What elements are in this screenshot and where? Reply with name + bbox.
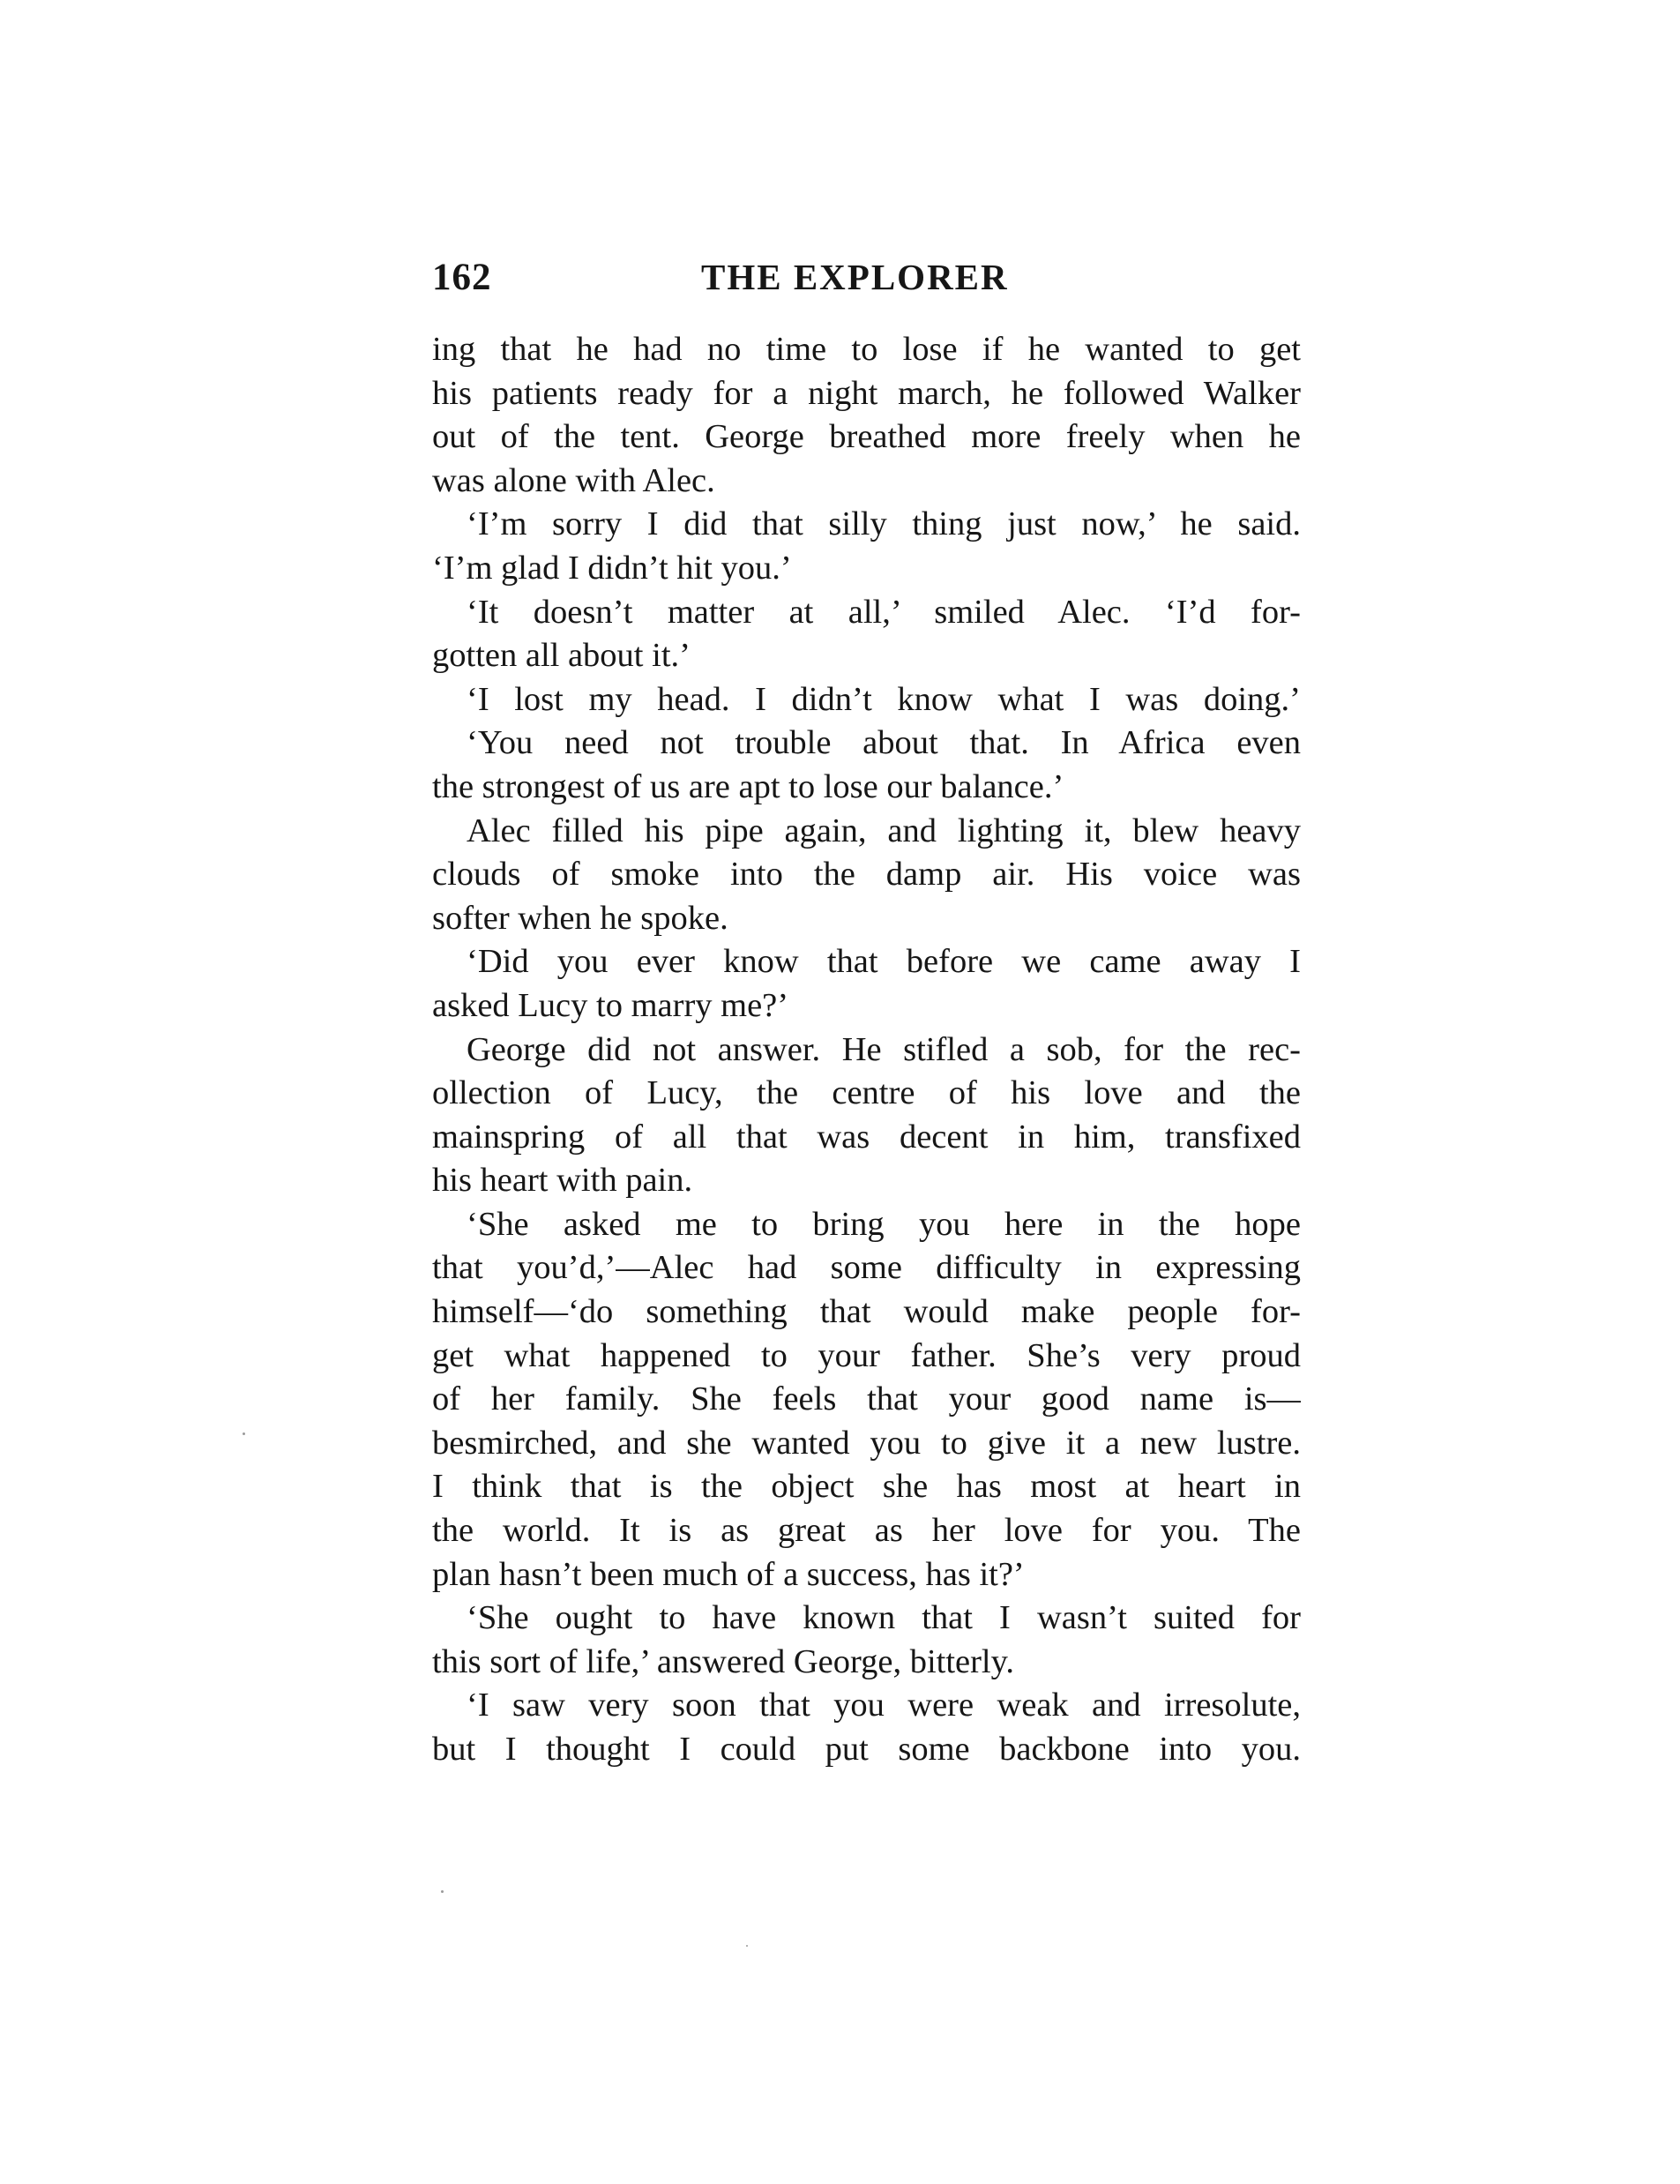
text-line: of her family. She feels that your good name is— bbox=[432, 1380, 1301, 1418]
text-line: the strongest of us are apt to lose our balance.’ bbox=[432, 767, 1064, 805]
text-line: Alec filled his pipe again, and lighting it, blew heavy bbox=[467, 812, 1301, 849]
text-line: himself—‘do something that would make people for- bbox=[432, 1293, 1301, 1331]
text-line: ollection of Lucy, the centre of his love and the bbox=[432, 1074, 1301, 1112]
text-line: the world. It is as great as her love for you. The bbox=[432, 1512, 1301, 1550]
running-title: THE EXPLORER bbox=[701, 257, 1009, 297]
paper-speck bbox=[243, 1432, 245, 1435]
paper-speck bbox=[441, 1890, 444, 1893]
page-header bbox=[432, 256, 1296, 302]
text-line: I think that is the object she has most at heart in bbox=[432, 1468, 1301, 1506]
text-line: ‘She ought to have known that I wasn’t suited for bbox=[467, 1599, 1301, 1637]
text-line: clouds of smoke into the damp air. His voice was bbox=[432, 856, 1301, 894]
text-line: that you’d,’—Alec had some difficulty in expressing bbox=[432, 1249, 1301, 1287]
text-line: his heart with pain. bbox=[432, 1162, 693, 1200]
text-line: gotten all about it.’ bbox=[432, 637, 691, 675]
text-line: ‘She asked me to bring you here in the hope bbox=[467, 1205, 1301, 1243]
text-line: softer when he spoke. bbox=[432, 899, 728, 937]
page-number: 162 bbox=[432, 257, 492, 298]
text-line: George did not answer. He stifled a sob, for the rec- bbox=[467, 1030, 1301, 1068]
text-line: asked Lucy to marry me?’ bbox=[432, 986, 789, 1024]
text-line: ‘I saw very soon that you were weak and irresolute, bbox=[467, 1687, 1301, 1724]
text-line: ‘Did you ever know that before we came away I bbox=[467, 943, 1301, 981]
body-text bbox=[432, 328, 1301, 1772]
text-line: ing that he had no time to lose if he wanted to get bbox=[432, 331, 1301, 368]
text-line: out of the tent. George breathed more freely when he bbox=[432, 418, 1301, 456]
text-line: mainspring of all that was decent in him, transfixed bbox=[432, 1118, 1301, 1156]
text-line: besmirched, and she wanted you to give it a new lustre. bbox=[432, 1424, 1301, 1462]
text-line: ‘You need not trouble about that. In Africa even bbox=[467, 724, 1301, 762]
text-line: ‘I lost my head. I didn’t know what I was doing.’ bbox=[467, 680, 1301, 718]
paper-speck bbox=[746, 1945, 748, 1947]
text-line: get what happened to your father. She’s very proud bbox=[432, 1336, 1301, 1374]
text-line: plan hasn’t been much of a success, has it?’ bbox=[432, 1555, 1025, 1593]
text-line: his patients ready for a night march, he followed Walker bbox=[432, 374, 1301, 412]
text-line: ‘It doesn’t matter at all,’ smiled Alec. ‘I’d for- bbox=[467, 593, 1301, 631]
text-line: ‘I’m sorry I did that silly thing just now,’ he said. bbox=[467, 505, 1301, 543]
text-line: was alone with Alec. bbox=[432, 461, 715, 499]
text-line: this sort of life,’ answered George, bitterly. bbox=[432, 1642, 1015, 1680]
text-line: but I thought I could put some backbone into you. bbox=[432, 1731, 1301, 1768]
text-line: ‘I’m glad I didn’t hit you.’ bbox=[432, 549, 792, 587]
